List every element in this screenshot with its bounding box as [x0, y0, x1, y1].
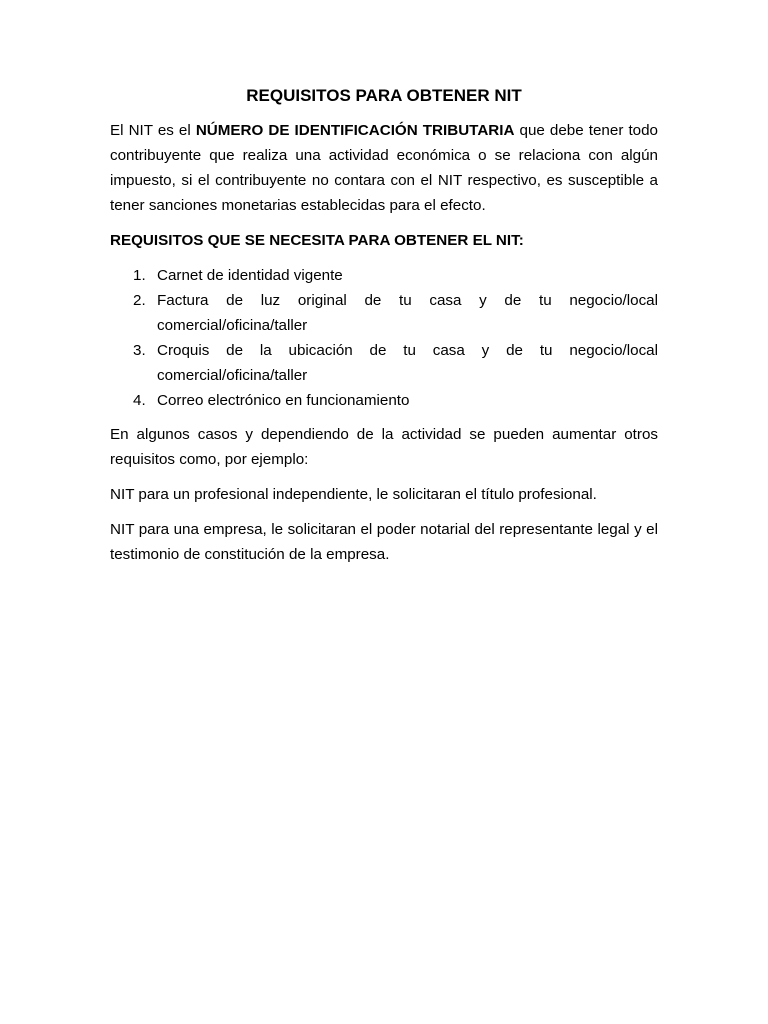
requirement-item [110, 263, 658, 288]
professional-nit-paragraph: NIT para un profesional independiente, le solicitaran el título profesional. [110, 486, 597, 503]
requirements-heading: REQUISITOS QUE SE NECESITA PARA OBTENER EL NIT: [110, 232, 524, 249]
requirement-text: Croquis de la ubicación de tu casa y de tu negocio/local comercial/oficina/taller [157, 342, 658, 384]
requirement-text: Carnet de identidad vigente [157, 267, 343, 284]
document-title: REQUISITOS PARA OBTENER NIT [246, 86, 522, 105]
requirement-text: Factura de luz original de tu casa y de tu negocio/local comercial/oficina/taller [157, 292, 658, 334]
requirements-list [110, 263, 658, 413]
requirement-item [110, 338, 658, 388]
company-nit-paragraph: NIT para una empresa, le solicitaran el poder notarial del representante legal y el testimonio de constitución de la empresa. [110, 521, 658, 563]
requirement-number: 3. [133, 342, 146, 359]
requirement-text: Correo electrónico en funcionamiento [157, 392, 410, 409]
requirement-number: 2. [133, 292, 146, 309]
intro-bold-term: NÚMERO DE IDENTIFICACIÓN TRIBUTARIA [195, 122, 515, 139]
requirement-number: 4. [133, 392, 146, 409]
requirement-item [110, 388, 658, 413]
requirement-item [110, 288, 658, 338]
intro-text-before: El NIT es el [110, 122, 196, 139]
requirement-number: 1. [133, 267, 146, 284]
intro-text-after: que debe tener todo contribuyente que realiza una actividad económica o se relaciona con algún impuesto, si el contribuyente no contara con el NIT respectivo, es susceptible a tener sanciones monetarias establecidas para el efecto. [110, 122, 658, 214]
document-page [110, 84, 658, 577]
additional-requirements-paragraph: En algunos casos y dependiendo de la actividad se pueden aumentar otros requisitos como, por ejemplo: [110, 426, 658, 468]
intro-paragraph [110, 118, 658, 218]
